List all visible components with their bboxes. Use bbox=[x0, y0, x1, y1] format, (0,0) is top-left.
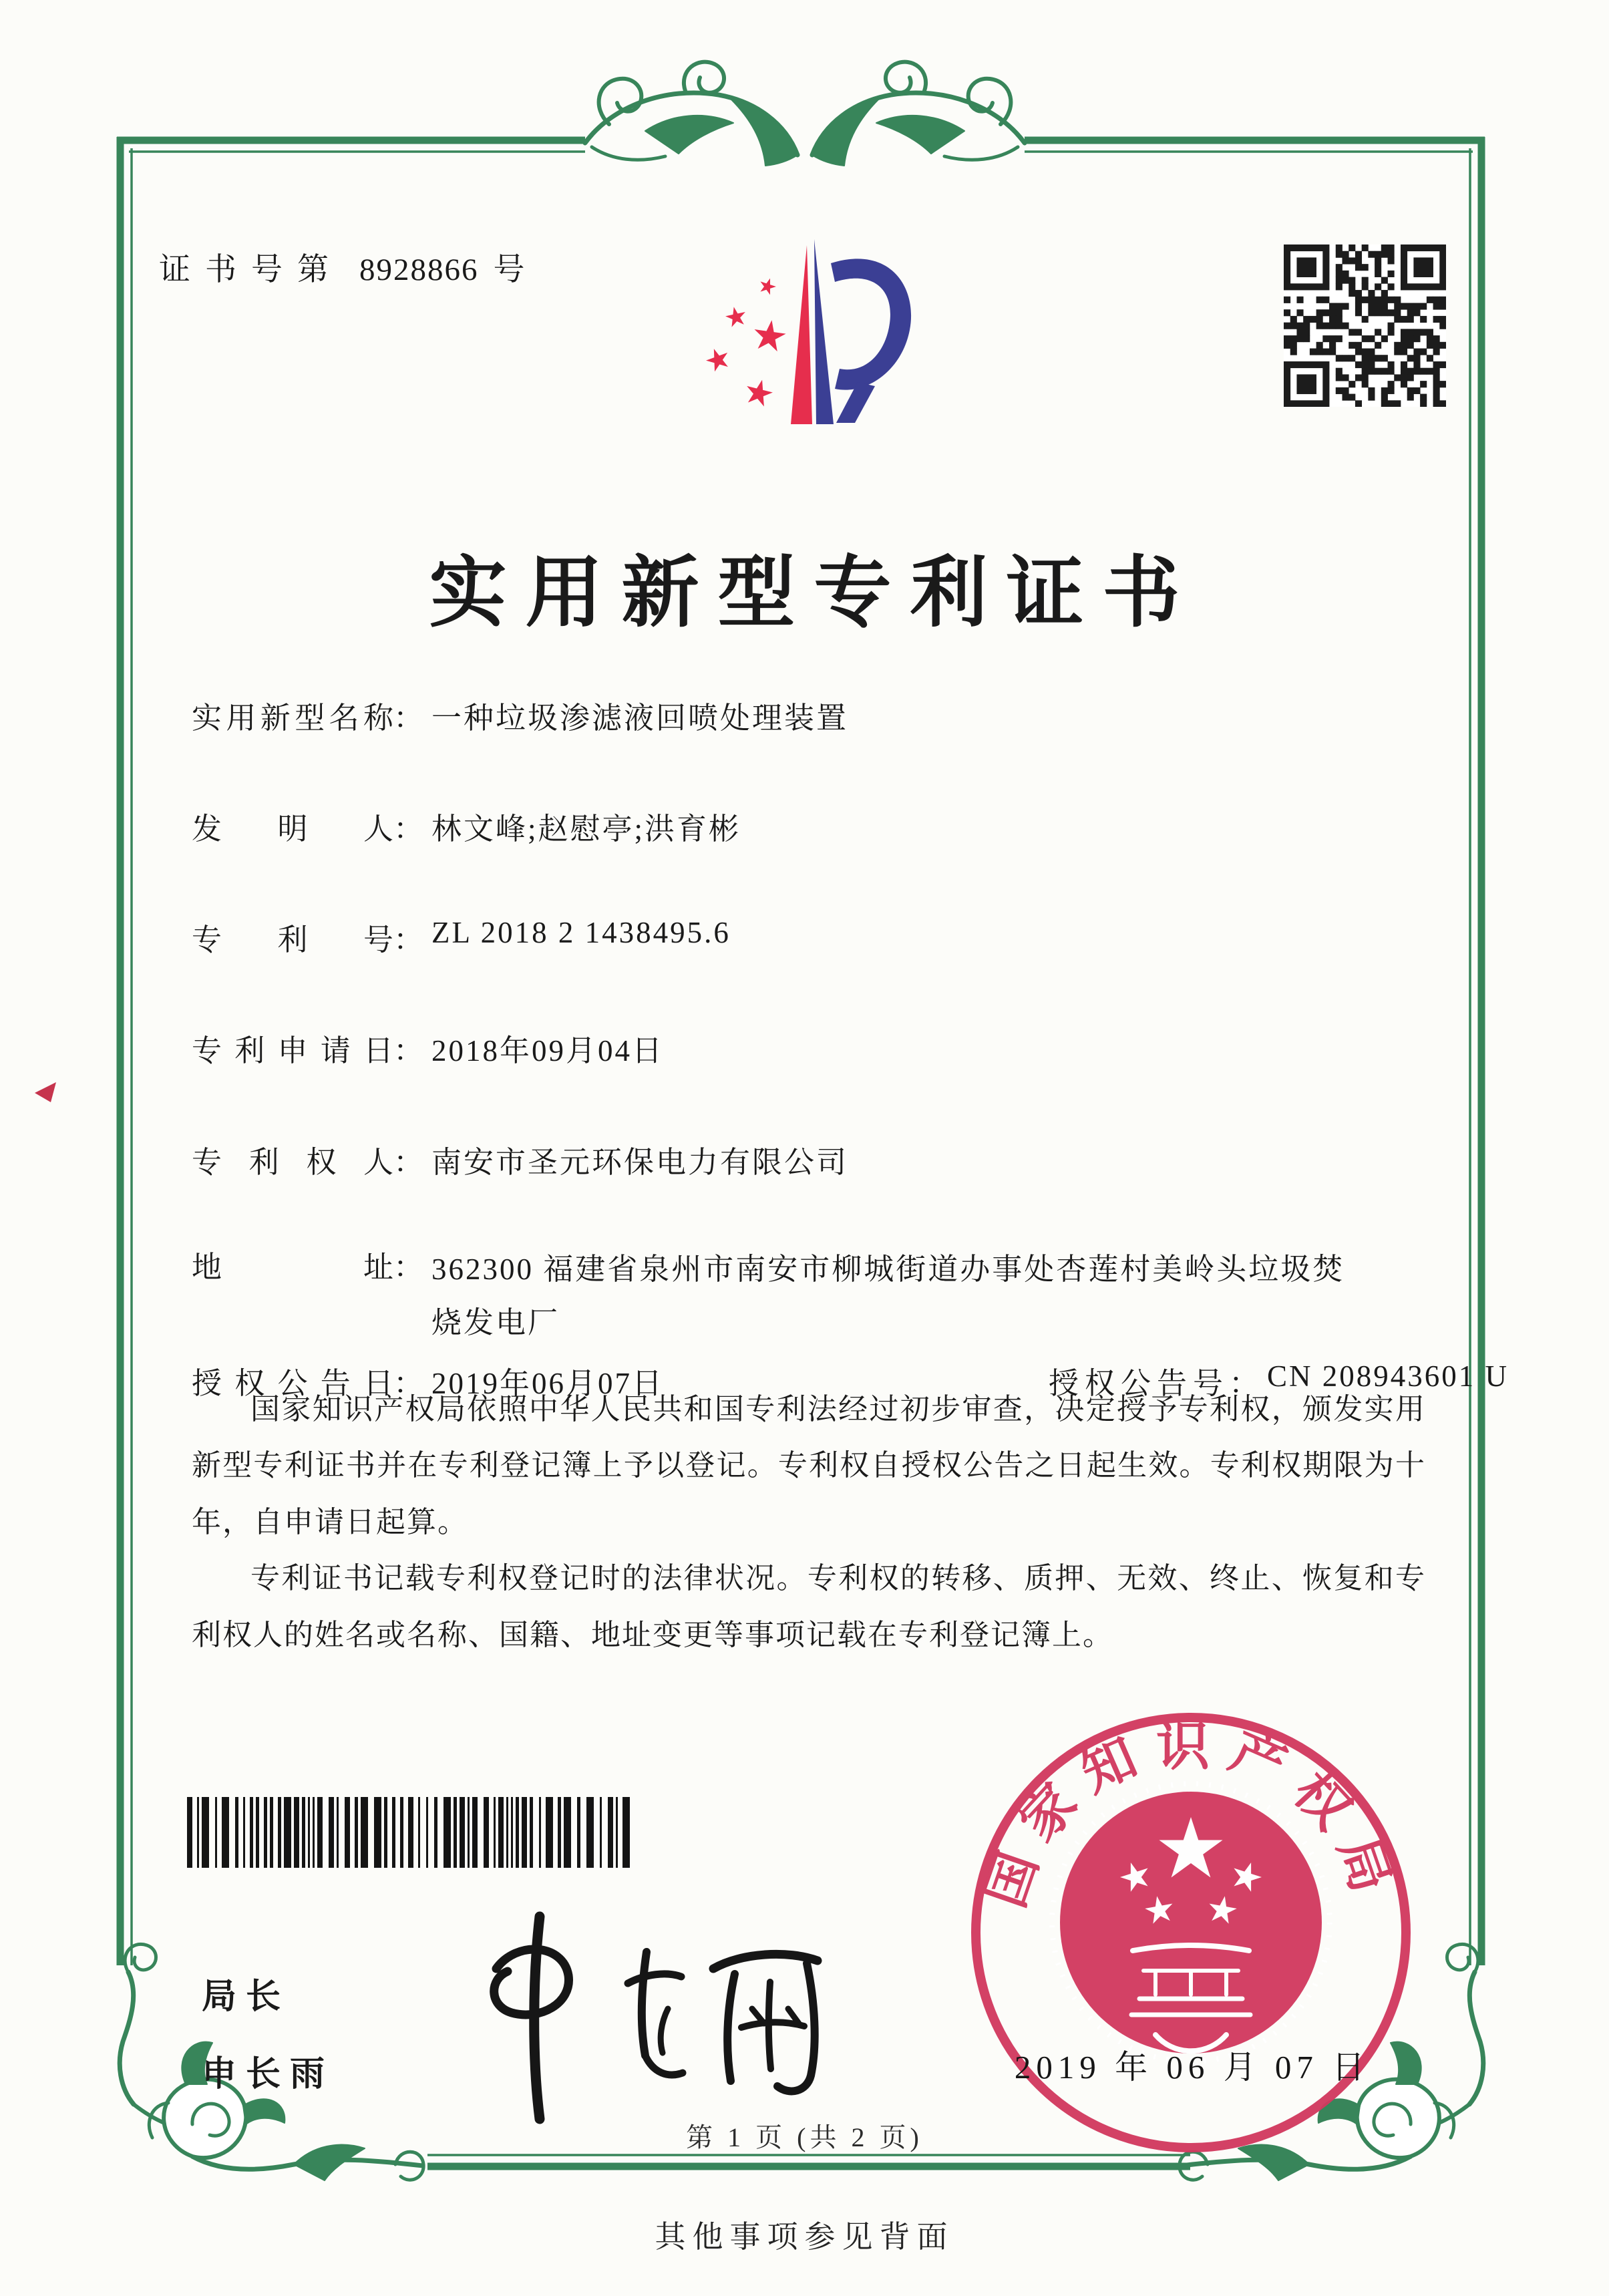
page-title: 实用新型专利证书 bbox=[429, 550, 1199, 637]
page-number: 第 1 页 (共 2 页) bbox=[686, 2122, 923, 2152]
legal-body-text bbox=[192, 1381, 1426, 1663]
field-row-utility-model-name bbox=[192, 693, 848, 737]
field-colon: ： bbox=[393, 812, 424, 846]
field-value: 2018年09月04日 bbox=[431, 1034, 665, 1068]
field-label: 实用新型名称 bbox=[192, 701, 393, 735]
field-colon: ： bbox=[393, 923, 424, 957]
field-label: 专利申请日 bbox=[192, 1034, 393, 1068]
official-seal-icon bbox=[960, 1702, 1428, 2170]
legal-paragraph-1: 国家知识产权局依照中华人民共和国专利法经过初步审查，决定授予专利权，颁发实用新型专利证书并在专利登记簿上予以登记。专利权自授权公告之日起生效。专利权期限为十年，自申请日起算。 bbox=[192, 1393, 1426, 1538]
field-colon: ： bbox=[393, 1251, 424, 1284]
field-label: 地址 bbox=[192, 1251, 393, 1284]
cnipa-logo-icon bbox=[676, 215, 930, 436]
field-value: 362300 福建省泉州市南安市柳城街道办事处杏莲村美岭头垃圾焚烧发电厂 bbox=[431, 1253, 1345, 1340]
field-colon: ： bbox=[1229, 1367, 1260, 1400]
field-value: 2019年06月07日 bbox=[431, 1367, 665, 1400]
seal-agency-text: 国家知识产权局 bbox=[976, 1717, 1406, 1915]
barcode-icon bbox=[186, 1797, 633, 1870]
director-title: 局长 bbox=[202, 1977, 291, 2016]
red-margin-mark bbox=[35, 1082, 56, 1102]
field-colon: ： bbox=[393, 1146, 424, 1179]
certificate-number-prefix: 证书号第 bbox=[159, 253, 343, 287]
field-label: 专利号 bbox=[192, 923, 393, 957]
logo-blue-spike bbox=[814, 239, 834, 424]
field-value: 林文峰;赵慰亭;洪育彬 bbox=[431, 812, 741, 846]
field-value: 一种垃圾渗滤液回喷处理装置 bbox=[431, 701, 849, 735]
field-value: ZL 2018 2 1438495.6 bbox=[431, 916, 731, 949]
certificate-number-suffix: 号 bbox=[493, 253, 540, 287]
field-colon: ： bbox=[393, 1034, 424, 1068]
field-row-inventor bbox=[192, 804, 741, 848]
field-label: 发明人 bbox=[192, 812, 393, 846]
field-label: 授权公告号 bbox=[1049, 1367, 1230, 1400]
field-colon: ： bbox=[393, 701, 424, 735]
legal-paragraph-2: 专利证书记载专利权登记时的法律状况。专利权的转移、质押、无效、终止、恢复和专利权人的姓名或名称、国籍、地址变更等事项记载在专利登记簿上。 bbox=[192, 1562, 1426, 1651]
certificate-number-value: 8928866 bbox=[359, 253, 479, 287]
seal-national-emblem bbox=[1052, 1784, 1330, 2062]
field-row-patent-number bbox=[192, 915, 731, 959]
director-signature-icon bbox=[433, 1885, 860, 2132]
director-name: 申长雨 bbox=[202, 2055, 335, 2094]
field-label: 授权公告日 bbox=[192, 1367, 393, 1400]
field-value: 南安市圣元环保电力有限公司 bbox=[431, 1146, 849, 1179]
field-row-filing-date bbox=[192, 1026, 664, 1070]
logo-p-bowl bbox=[831, 259, 911, 389]
certificate-number bbox=[159, 244, 540, 289]
logo-stars bbox=[703, 276, 787, 407]
qr-code-icon bbox=[1284, 244, 1446, 407]
seal-date: 2019 年 06 月 07 日 bbox=[1014, 2049, 1371, 2086]
field-value: CN 208943601 U bbox=[1267, 1359, 1509, 1393]
logo-red-spike bbox=[791, 245, 812, 424]
field-row-patentee bbox=[192, 1138, 848, 1181]
field-colon: ： bbox=[393, 1367, 424, 1400]
field-label: 专利权人 bbox=[192, 1146, 393, 1179]
back-side-note: 其他事项参见背面 bbox=[655, 2220, 954, 2254]
field-row-address bbox=[192, 1243, 1360, 1349]
